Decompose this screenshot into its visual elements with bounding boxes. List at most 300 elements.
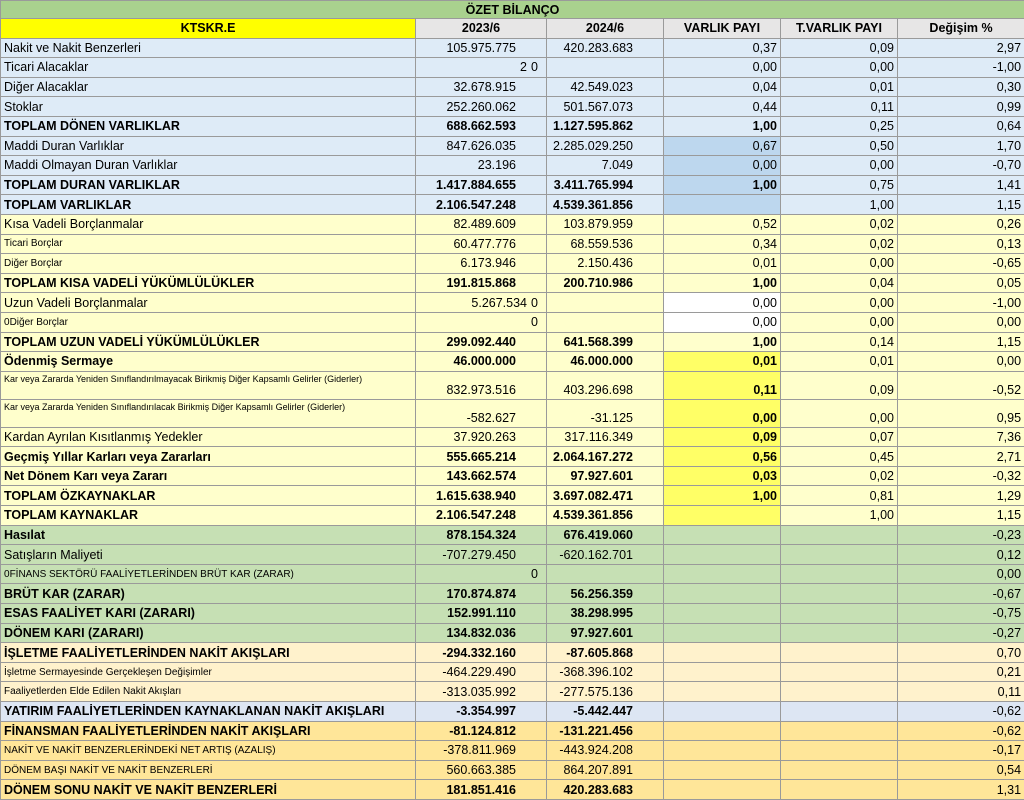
table-row bbox=[1, 721, 1024, 741]
varlik-payi bbox=[664, 721, 781, 741]
table-row bbox=[1, 136, 1024, 156]
value-2023: -313.035.992 bbox=[416, 682, 547, 702]
row-label-text: Stoklar bbox=[4, 100, 43, 114]
value-2024: 501.567.073 bbox=[547, 97, 664, 117]
t-varlik-payi bbox=[781, 564, 898, 584]
table-row bbox=[1, 312, 1024, 332]
value-2024: 56.256.359 bbox=[547, 584, 664, 604]
ticker-header: KTSKR.E bbox=[1, 19, 416, 39]
table-row bbox=[1, 58, 1024, 78]
col-tvarlik-header: T.VARLIK PAYI bbox=[781, 19, 898, 39]
value-2024 bbox=[547, 293, 664, 313]
varlik-payi bbox=[664, 643, 781, 663]
degisim-yuzde: 0,26 bbox=[898, 214, 1024, 234]
row-label-text: Ödenmiş Sermaye bbox=[4, 354, 113, 368]
varlik-payi bbox=[664, 564, 781, 584]
table-row bbox=[1, 214, 1024, 234]
value-2024: 200.710.986 bbox=[547, 273, 664, 293]
degisim-yuzde: -0,65 bbox=[898, 254, 1024, 274]
column-header-row bbox=[1, 19, 1024, 39]
t-varlik-payi bbox=[781, 545, 898, 565]
varlik-payi: 0,09 bbox=[664, 427, 781, 447]
varlik-payi: 0,37 bbox=[664, 38, 781, 58]
table-row bbox=[1, 447, 1024, 467]
row-label bbox=[1, 116, 416, 136]
varlik-payi bbox=[664, 525, 781, 545]
varlik-payi bbox=[664, 760, 781, 780]
t-varlik-payi: 0,14 bbox=[781, 332, 898, 352]
table-row bbox=[1, 662, 1024, 682]
table-row bbox=[1, 38, 1024, 58]
value-2023-tail: 0 bbox=[527, 315, 543, 329]
value-2024: -443.924.208 bbox=[547, 741, 664, 761]
degisim-yuzde: 1,70 bbox=[898, 136, 1024, 156]
t-varlik-payi bbox=[781, 604, 898, 624]
label-zero: 0 bbox=[4, 317, 10, 328]
value-2023: 82.489.609 bbox=[416, 214, 547, 234]
degisim-yuzde: -0,62 bbox=[898, 721, 1024, 741]
value-2023 bbox=[416, 312, 547, 332]
t-varlik-payi: 0,81 bbox=[781, 486, 898, 506]
col-degisim-header: Değişim % bbox=[898, 19, 1024, 39]
row-label bbox=[1, 702, 416, 722]
degisim-yuzde: -0,75 bbox=[898, 604, 1024, 624]
row-label bbox=[1, 760, 416, 780]
degisim-yuzde: 1,41 bbox=[898, 175, 1024, 195]
table-row bbox=[1, 741, 1024, 761]
row-label-text: DÖNEM BAŞI NAKİT VE NAKİT BENZERLERİ bbox=[4, 765, 213, 776]
varlik-payi bbox=[664, 780, 781, 800]
row-label bbox=[1, 175, 416, 195]
t-varlik-payi: 0,00 bbox=[781, 156, 898, 176]
table-row bbox=[1, 564, 1024, 584]
value-2024: 4.539.361.856 bbox=[547, 195, 664, 215]
table-row bbox=[1, 604, 1024, 624]
varlik-payi: 0,01 bbox=[664, 352, 781, 372]
table-row bbox=[1, 643, 1024, 663]
value-2023: -294.332.160 bbox=[416, 643, 547, 663]
degisim-yuzde: 0,05 bbox=[898, 273, 1024, 293]
t-varlik-payi: 0,00 bbox=[781, 312, 898, 332]
row-label bbox=[1, 58, 416, 78]
row-label bbox=[1, 721, 416, 741]
table-row bbox=[1, 77, 1024, 97]
varlik-payi: 0,56 bbox=[664, 447, 781, 467]
varlik-payi: 1,00 bbox=[664, 486, 781, 506]
table-row bbox=[1, 506, 1024, 526]
varlik-payi: 0,04 bbox=[664, 77, 781, 97]
varlik-payi bbox=[664, 195, 781, 215]
varlik-payi bbox=[664, 702, 781, 722]
degisim-yuzde: 0,12 bbox=[898, 545, 1024, 565]
row-label bbox=[1, 156, 416, 176]
row-label-text: Uzun Vadeli Borçlanmalar bbox=[4, 296, 148, 310]
row-label bbox=[1, 38, 416, 58]
value-2023: 1.417.884.655 bbox=[416, 175, 547, 195]
table-row bbox=[1, 584, 1024, 604]
value-2023: 60.477.776 bbox=[416, 234, 547, 254]
row-label bbox=[1, 682, 416, 702]
value-2023: 2.106.547.248 bbox=[416, 195, 547, 215]
sheet-title: ÖZET BİLANÇO bbox=[1, 1, 1024, 19]
value-2023: 2.106.547.248 bbox=[416, 506, 547, 526]
t-varlik-payi bbox=[781, 780, 898, 800]
degisim-yuzde: -0,27 bbox=[898, 623, 1024, 643]
value-2024: 864.207.891 bbox=[547, 760, 664, 780]
value-2023: -378.811.969 bbox=[416, 741, 547, 761]
row-label bbox=[1, 214, 416, 234]
value-2023: 878.154.324 bbox=[416, 525, 547, 545]
row-label bbox=[1, 466, 416, 486]
t-varlik-payi bbox=[781, 584, 898, 604]
table-body bbox=[1, 38, 1024, 799]
degisim-yuzde: 2,97 bbox=[898, 38, 1024, 58]
varlik-payi: 0,67 bbox=[664, 136, 781, 156]
row-label bbox=[1, 427, 416, 447]
t-varlik-payi: 0,45 bbox=[781, 447, 898, 467]
row-label bbox=[1, 136, 416, 156]
value-2024: -620.162.701 bbox=[547, 545, 664, 565]
row-label bbox=[1, 293, 416, 313]
row-label-text: YATIRIM FAALİYETLERİNDEN KAYNAKLANAN NAKİT AKIŞLARI bbox=[4, 704, 384, 718]
value-2024: 2.285.029.250 bbox=[547, 136, 664, 156]
degisim-yuzde: -1,00 bbox=[898, 293, 1024, 313]
row-label-text: Nakit ve Nakit Benzerleri bbox=[4, 41, 141, 55]
varlik-payi: 0,00 bbox=[664, 312, 781, 332]
table-row bbox=[1, 97, 1024, 117]
row-label-text: Kar veya Zararda Yeniden Sınıflandırılacak Birikmiş Diğer Kapsamlı Gelirler (Giderler) bbox=[4, 402, 345, 412]
row-label-text: Maddi Duran Varlıklar bbox=[4, 139, 124, 153]
row-label-text: Faaliyetlerden Elde Edilen Nakit Akışları bbox=[4, 686, 181, 697]
varlik-payi: 0,00 bbox=[664, 399, 781, 427]
value-2023: 181.851.416 bbox=[416, 780, 547, 800]
table-row bbox=[1, 427, 1024, 447]
row-label-text: Maddi Olmayan Duran Varlıklar bbox=[4, 158, 177, 172]
row-label-text: TOPLAM KAYNAKLAR bbox=[4, 508, 138, 522]
row-label-text: BRÜT KAR (ZARAR) bbox=[4, 587, 125, 601]
value-2023: 2 0 bbox=[416, 58, 547, 78]
degisim-yuzde: -0,67 bbox=[898, 584, 1024, 604]
value-2023: 170.874.874 bbox=[416, 584, 547, 604]
t-varlik-payi: 0,07 bbox=[781, 427, 898, 447]
row-label-text: Satışların Maliyeti bbox=[4, 548, 103, 562]
value-2023: 46.000.000 bbox=[416, 352, 547, 372]
value-2024: -277.575.136 bbox=[547, 682, 664, 702]
table-row bbox=[1, 545, 1024, 565]
row-label-text: Kar veya Zararda Yeniden Sınıflandırılmayacak Birikmiş Diğer Kapsamlı Gelirler (Giderler) bbox=[4, 374, 362, 384]
degisim-yuzde: 0,21 bbox=[898, 662, 1024, 682]
value-2023: -464.229.490 bbox=[416, 662, 547, 682]
value-2024: 1.127.595.862 bbox=[547, 116, 664, 136]
col-varlik-header: VARLIK PAYI bbox=[664, 19, 781, 39]
row-label-text: DÖNEM KARI (ZARARI) bbox=[4, 626, 144, 640]
value-2024: 317.116.349 bbox=[547, 427, 664, 447]
value-2023: -3.354.997 bbox=[416, 702, 547, 722]
degisim-yuzde: -0,62 bbox=[898, 702, 1024, 722]
row-label bbox=[1, 643, 416, 663]
value-2023: -582.627 bbox=[416, 399, 547, 427]
degisim-yuzde: 0,70 bbox=[898, 643, 1024, 663]
table-row bbox=[1, 273, 1024, 293]
value-2024: 68.559.536 bbox=[547, 234, 664, 254]
row-label-text: DÖNEM SONU NAKİT VE NAKİT BENZERLERİ bbox=[4, 783, 277, 797]
row-label-text: FİNANS SEKTÖRÜ FAALİYETLERİNDEN BRÜT KAR (ZARAR) bbox=[10, 569, 294, 580]
table-row bbox=[1, 486, 1024, 506]
value-2024: -368.396.102 bbox=[547, 662, 664, 682]
row-label-text: FİNANSMAN FAALİYETLERİNDEN NAKİT AKIŞLARI bbox=[4, 724, 310, 738]
value-2024: 403.296.698 bbox=[547, 371, 664, 399]
table-row bbox=[1, 332, 1024, 352]
row-label bbox=[1, 352, 416, 372]
degisim-yuzde: -0,23 bbox=[898, 525, 1024, 545]
varlik-payi bbox=[664, 584, 781, 604]
t-varlik-payi: 1,00 bbox=[781, 506, 898, 526]
row-label-text: NAKİT VE NAKİT BENZERLERİNDEKİ NET ARTIŞ (AZALIŞ) bbox=[4, 745, 276, 756]
value-2023: 299.092.440 bbox=[416, 332, 547, 352]
varlik-payi bbox=[664, 623, 781, 643]
value-2023: 847.626.035 bbox=[416, 136, 547, 156]
t-varlik-payi: 0,11 bbox=[781, 97, 898, 117]
table-row bbox=[1, 682, 1024, 702]
value-2024 bbox=[547, 564, 664, 584]
row-label-text: ESAS FAALİYET KARI (ZARARI) bbox=[4, 606, 195, 620]
table-row bbox=[1, 760, 1024, 780]
t-varlik-payi bbox=[781, 760, 898, 780]
varlik-payi: 0,52 bbox=[664, 214, 781, 234]
value-2024: -131.221.456 bbox=[547, 721, 664, 741]
row-label-text: Ticari Alacaklar bbox=[4, 60, 88, 74]
value-2024: 2.064.167.272 bbox=[547, 447, 664, 467]
row-label bbox=[1, 447, 416, 467]
degisim-yuzde: 0,64 bbox=[898, 116, 1024, 136]
table-row bbox=[1, 195, 1024, 215]
row-label-text: TOPLAM UZUN VADELİ YÜKÜMLÜLÜKLER bbox=[4, 335, 260, 349]
table-row bbox=[1, 702, 1024, 722]
value-2024: -31.125 bbox=[547, 399, 664, 427]
t-varlik-payi bbox=[781, 741, 898, 761]
varlik-payi: 0,44 bbox=[664, 97, 781, 117]
t-varlik-payi: 0,00 bbox=[781, 58, 898, 78]
label-zero: 0 bbox=[4, 569, 10, 580]
t-varlik-payi: 0,50 bbox=[781, 136, 898, 156]
t-varlik-payi: 0,01 bbox=[781, 77, 898, 97]
varlik-payi: 0,03 bbox=[664, 466, 781, 486]
value-2024: 2.150.436 bbox=[547, 254, 664, 274]
row-label-text: İŞLETME FAALİYETLERİNDEN NAKİT AKIŞLARI bbox=[4, 646, 290, 660]
row-label bbox=[1, 662, 416, 682]
value-2024: 676.419.060 bbox=[547, 525, 664, 545]
row-label bbox=[1, 623, 416, 643]
row-label bbox=[1, 254, 416, 274]
table-row bbox=[1, 623, 1024, 643]
row-label bbox=[1, 371, 416, 399]
table-row bbox=[1, 780, 1024, 800]
row-label bbox=[1, 506, 416, 526]
row-label bbox=[1, 604, 416, 624]
table-row bbox=[1, 525, 1024, 545]
degisim-yuzde: 0,00 bbox=[898, 564, 1024, 584]
degisim-yuzde: 0,00 bbox=[898, 352, 1024, 372]
t-varlik-payi: 0,09 bbox=[781, 371, 898, 399]
row-label-text: İşletme Sermayesinde Gerçekleşen Değişimler bbox=[4, 667, 212, 678]
value-2024: 641.568.399 bbox=[547, 332, 664, 352]
t-varlik-payi bbox=[781, 662, 898, 682]
t-varlik-payi: 0,00 bbox=[781, 399, 898, 427]
degisim-yuzde: 0,99 bbox=[898, 97, 1024, 117]
table-row bbox=[1, 352, 1024, 372]
varlik-payi: 1,00 bbox=[664, 175, 781, 195]
value-2024: -5.442.447 bbox=[547, 702, 664, 722]
value-2023-tail: 0 bbox=[527, 567, 543, 581]
row-label bbox=[1, 77, 416, 97]
value-2023: 555.665.214 bbox=[416, 447, 547, 467]
degisim-yuzde: -1,00 bbox=[898, 58, 1024, 78]
row-label bbox=[1, 564, 416, 584]
row-label-text: TOPLAM VARLIKLAR bbox=[4, 198, 131, 212]
row-label-text: Hasılat bbox=[4, 528, 45, 542]
t-varlik-payi: 0,01 bbox=[781, 352, 898, 372]
row-label-text: TOPLAM KISA VADELİ YÜKÜMLÜLÜKLER bbox=[4, 276, 254, 290]
value-2023: 560.663.385 bbox=[416, 760, 547, 780]
row-label-text: Kısa Vadeli Borçlanmalar bbox=[4, 217, 143, 231]
value-2023: 32.678.915 bbox=[416, 77, 547, 97]
t-varlik-payi: 0,00 bbox=[781, 293, 898, 313]
varlik-payi bbox=[664, 682, 781, 702]
col-2024-header: 2024/6 bbox=[547, 19, 664, 39]
title-row bbox=[1, 1, 1024, 19]
degisim-yuzde: 0,11 bbox=[898, 682, 1024, 702]
varlik-payi: 0,01 bbox=[664, 254, 781, 274]
t-varlik-payi: 0,02 bbox=[781, 234, 898, 254]
degisim-yuzde: 1,15 bbox=[898, 506, 1024, 526]
table-row bbox=[1, 234, 1024, 254]
value-2023: -707.279.450 bbox=[416, 545, 547, 565]
t-varlik-payi bbox=[781, 525, 898, 545]
t-varlik-payi: 0,09 bbox=[781, 38, 898, 58]
table-row bbox=[1, 399, 1024, 427]
varlik-payi: 0,11 bbox=[664, 371, 781, 399]
value-2023: -81.124.812 bbox=[416, 721, 547, 741]
value-2024: 97.927.601 bbox=[547, 623, 664, 643]
degisim-yuzde: -0,32 bbox=[898, 466, 1024, 486]
row-label-text: Kardan Ayrılan Kısıtlanmış Yedekler bbox=[4, 430, 203, 444]
degisim-yuzde: 0,13 bbox=[898, 234, 1024, 254]
degisim-yuzde: 0,00 bbox=[898, 312, 1024, 332]
row-label bbox=[1, 195, 416, 215]
value-2023: 5.267.534 0 bbox=[416, 293, 547, 313]
row-label-text: TOPLAM DURAN VARLIKLAR bbox=[4, 178, 180, 192]
table-row bbox=[1, 371, 1024, 399]
varlik-payi: 0,00 bbox=[664, 156, 781, 176]
row-label-text: Net Dönem Karı veya Zararı bbox=[4, 469, 167, 483]
value-2023: 134.832.036 bbox=[416, 623, 547, 643]
varlik-payi: 1,00 bbox=[664, 332, 781, 352]
value-2024: -87.605.868 bbox=[547, 643, 664, 663]
value-2024: 7.049 bbox=[547, 156, 664, 176]
t-varlik-payi: 0,02 bbox=[781, 466, 898, 486]
row-label bbox=[1, 545, 416, 565]
value-2024: 46.000.000 bbox=[547, 352, 664, 372]
row-label bbox=[1, 486, 416, 506]
row-label-text: Diğer Borçlar bbox=[4, 258, 62, 269]
degisim-yuzde: 7,36 bbox=[898, 427, 1024, 447]
value-2023: 152.991.110 bbox=[416, 604, 547, 624]
degisim-yuzde: -0,70 bbox=[898, 156, 1024, 176]
row-label-text: Geçmiş Yıllar Karları veya Zararları bbox=[4, 450, 211, 464]
row-label bbox=[1, 332, 416, 352]
row-label-text: TOPLAM DÖNEN VARLIKLAR bbox=[4, 119, 180, 133]
row-label bbox=[1, 97, 416, 117]
varlik-payi bbox=[664, 506, 781, 526]
row-label bbox=[1, 780, 416, 800]
row-label bbox=[1, 273, 416, 293]
varlik-payi: 0,34 bbox=[664, 234, 781, 254]
value-2024: 420.283.683 bbox=[547, 38, 664, 58]
varlik-payi: 1,00 bbox=[664, 116, 781, 136]
degisim-yuzde: -0,52 bbox=[898, 371, 1024, 399]
t-varlik-payi bbox=[781, 643, 898, 663]
value-2023: 105.975.775 bbox=[416, 38, 547, 58]
value-2024: 420.283.683 bbox=[547, 780, 664, 800]
varlik-payi bbox=[664, 741, 781, 761]
degisim-yuzde: 0,30 bbox=[898, 77, 1024, 97]
degisim-yuzde: 1,31 bbox=[898, 780, 1024, 800]
t-varlik-payi: 0,75 bbox=[781, 175, 898, 195]
value-2023: 191.815.868 bbox=[416, 273, 547, 293]
degisim-yuzde: 0,95 bbox=[898, 399, 1024, 427]
table-row bbox=[1, 293, 1024, 313]
value-2024 bbox=[547, 312, 664, 332]
degisim-yuzde: 0,54 bbox=[898, 760, 1024, 780]
value-2024: 97.927.601 bbox=[547, 466, 664, 486]
value-2024: 3.411.765.994 bbox=[547, 175, 664, 195]
varlik-payi: 0,00 bbox=[664, 58, 781, 78]
value-2023: 23.196 bbox=[416, 156, 547, 176]
value-2023: 832.973.516 bbox=[416, 371, 547, 399]
row-label-text: Diğer Alacaklar bbox=[4, 80, 88, 94]
t-varlik-payi: 0,04 bbox=[781, 273, 898, 293]
row-label bbox=[1, 741, 416, 761]
row-label bbox=[1, 399, 416, 427]
value-2023 bbox=[416, 564, 547, 584]
col-2023-header: 2023/6 bbox=[416, 19, 547, 39]
value-2023: 37.920.263 bbox=[416, 427, 547, 447]
row-label-text: Diğer Borçlar bbox=[10, 317, 68, 328]
t-varlik-payi bbox=[781, 702, 898, 722]
value-2024: 3.697.082.471 bbox=[547, 486, 664, 506]
t-varlik-payi: 1,00 bbox=[781, 195, 898, 215]
row-label bbox=[1, 584, 416, 604]
varlik-payi bbox=[664, 662, 781, 682]
degisim-yuzde: 1,29 bbox=[898, 486, 1024, 506]
value-2023: 1.615.638.940 bbox=[416, 486, 547, 506]
t-varlik-payi: 0,25 bbox=[781, 116, 898, 136]
row-label bbox=[1, 525, 416, 545]
varlik-payi bbox=[664, 604, 781, 624]
row-label bbox=[1, 312, 416, 332]
row-label-text: Ticari Borçlar bbox=[4, 238, 63, 249]
value-2024 bbox=[547, 58, 664, 78]
degisim-yuzde: 1,15 bbox=[898, 195, 1024, 215]
varlik-payi: 0,00 bbox=[664, 293, 781, 313]
degisim-yuzde: 1,15 bbox=[898, 332, 1024, 352]
table-row bbox=[1, 466, 1024, 486]
value-2024: 4.539.361.856 bbox=[547, 506, 664, 526]
value-2023: 688.662.593 bbox=[416, 116, 547, 136]
degisim-yuzde: -0,17 bbox=[898, 741, 1024, 761]
table-row bbox=[1, 156, 1024, 176]
varlik-payi: 1,00 bbox=[664, 273, 781, 293]
